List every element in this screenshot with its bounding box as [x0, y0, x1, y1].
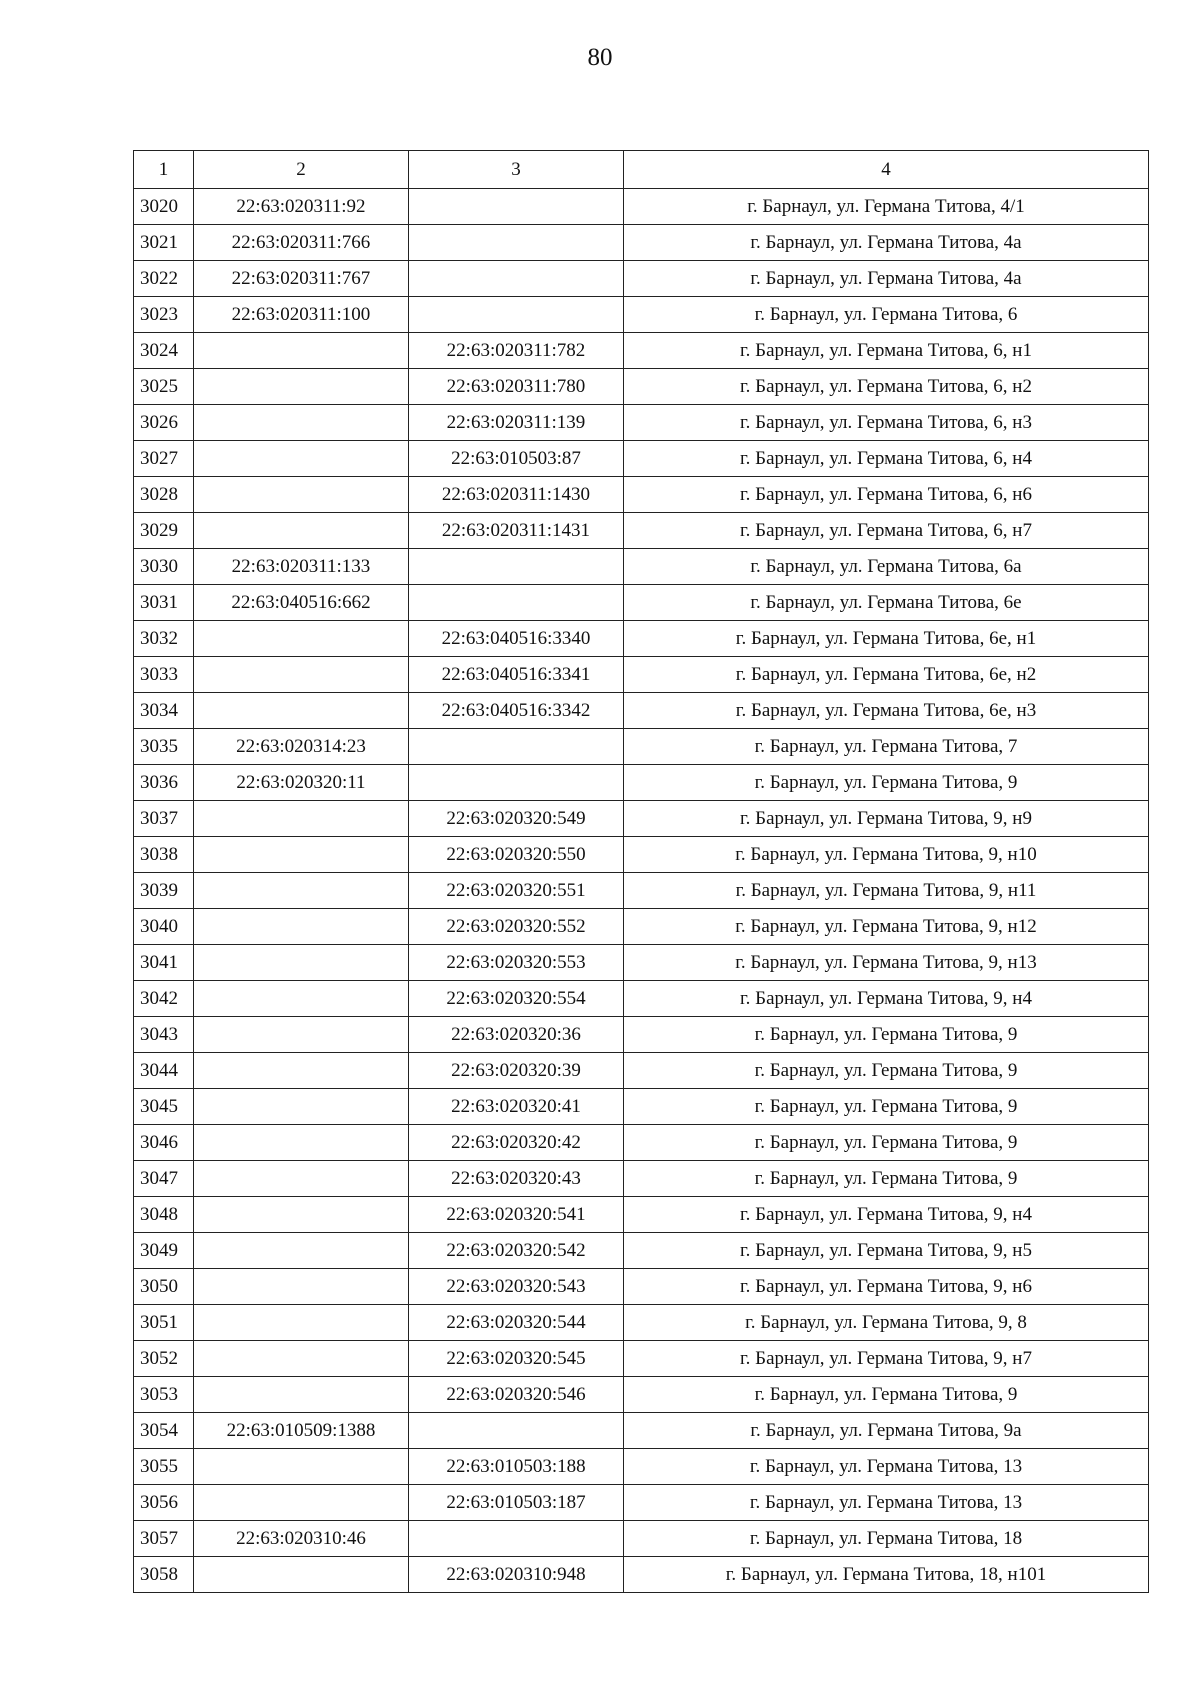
- parcel-number-cell: [194, 1233, 409, 1269]
- row-number-cell: 3039: [134, 873, 194, 909]
- table-row: [134, 693, 1149, 729]
- building-number-cell: 22:63:020320:544: [409, 1305, 624, 1341]
- parcel-number-cell: 22:63:020320:11: [194, 765, 409, 801]
- address-cell: г. Барнаул, ул. Германа Титова, 9, н13: [624, 945, 1149, 981]
- row-number-cell: 3032: [134, 621, 194, 657]
- row-number-cell: 3031: [134, 585, 194, 621]
- row-number-cell: 3029: [134, 513, 194, 549]
- parcel-number-cell: [194, 1449, 409, 1485]
- row-number-cell: 3034: [134, 693, 194, 729]
- parcel-number-cell: 22:63:020310:46: [194, 1521, 409, 1557]
- address-cell: г. Барнаул, ул. Германа Титова, 9: [624, 1089, 1149, 1125]
- building-number-cell: [409, 225, 624, 261]
- table-row: [134, 1125, 1149, 1161]
- address-cell: г. Барнаул, ул. Германа Титова, 9, н6: [624, 1269, 1149, 1305]
- building-number-cell: [409, 549, 624, 585]
- building-number-cell: 22:63:040516:3342: [409, 693, 624, 729]
- table-row: [134, 621, 1149, 657]
- address-cell: г. Барнаул, ул. Германа Титова, 6, н3: [624, 405, 1149, 441]
- parcel-number-cell: [194, 1269, 409, 1305]
- parcel-number-cell: [194, 477, 409, 513]
- row-number-cell: 3021: [134, 225, 194, 261]
- table-row: [134, 261, 1149, 297]
- building-number-cell: 22:63:020320:36: [409, 1017, 624, 1053]
- row-number-cell: 3054: [134, 1413, 194, 1449]
- building-number-cell: 22:63:040516:3340: [409, 621, 624, 657]
- parcel-number-cell: [194, 1125, 409, 1161]
- address-cell: г. Барнаул, ул. Германа Титова, 9: [624, 1377, 1149, 1413]
- parcel-number-cell: 22:63:020311:100: [194, 297, 409, 333]
- parcel-number-cell: [194, 1377, 409, 1413]
- table-row: [134, 1017, 1149, 1053]
- building-number-cell: 22:63:020310:948: [409, 1557, 624, 1593]
- parcel-number-cell: [194, 909, 409, 945]
- row-number-cell: 3037: [134, 801, 194, 837]
- building-number-cell: [409, 585, 624, 621]
- building-number-cell: [409, 189, 624, 225]
- row-number-cell: 3026: [134, 405, 194, 441]
- parcel-number-cell: [194, 1017, 409, 1053]
- address-cell: г. Барнаул, ул. Германа Титова, 9, н11: [624, 873, 1149, 909]
- parcel-number-cell: [194, 981, 409, 1017]
- page-number: 80: [587, 44, 613, 71]
- building-number-cell: [409, 297, 624, 333]
- address-cell: г. Барнаул, ул. Германа Титова, 9: [624, 1053, 1149, 1089]
- table-row: [134, 189, 1149, 225]
- row-number-cell: 3035: [134, 729, 194, 765]
- address-cell: г. Барнаул, ул. Германа Титова, 9, н4: [624, 1197, 1149, 1233]
- address-cell: г. Барнаул, ул. Германа Титова, 6, н6: [624, 477, 1149, 513]
- building-number-cell: [409, 765, 624, 801]
- row-number-cell: 3025: [134, 369, 194, 405]
- address-cell: г. Барнаул, ул. Германа Титова, 18: [624, 1521, 1149, 1557]
- column-header: 1: [134, 151, 194, 189]
- table-row: [134, 549, 1149, 585]
- row-number-cell: 3038: [134, 837, 194, 873]
- row-number-cell: 3055: [134, 1449, 194, 1485]
- table-row: [134, 1161, 1149, 1197]
- column-header: 3: [409, 151, 624, 189]
- parcel-number-cell: [194, 1053, 409, 1089]
- table-row: [134, 873, 1149, 909]
- address-cell: г. Барнаул, ул. Германа Титова, 6а: [624, 549, 1149, 585]
- table-row: [134, 297, 1149, 333]
- building-number-cell: 22:63:020311:1431: [409, 513, 624, 549]
- address-cell: г. Барнаул, ул. Германа Титова, 6е, н3: [624, 693, 1149, 729]
- parcel-number-cell: [194, 1485, 409, 1521]
- row-number-cell: 3048: [134, 1197, 194, 1233]
- address-cell: г. Барнаул, ул. Германа Титова, 9: [624, 765, 1149, 801]
- address-cell: г. Барнаул, ул. Германа Титова, 4а: [624, 225, 1149, 261]
- table-row: [134, 441, 1149, 477]
- row-number-cell: 3030: [134, 549, 194, 585]
- table-row: [134, 1053, 1149, 1089]
- table-row: [134, 1233, 1149, 1269]
- building-number-cell: 22:63:020320:552: [409, 909, 624, 945]
- table-row: [134, 981, 1149, 1017]
- parcel-number-cell: [194, 1341, 409, 1377]
- building-number-cell: [409, 1413, 624, 1449]
- building-number-cell: 22:63:020311:780: [409, 369, 624, 405]
- building-number-cell: 22:63:020320:541: [409, 1197, 624, 1233]
- building-number-cell: 22:63:020320:41: [409, 1089, 624, 1125]
- building-number-cell: 22:63:020320:554: [409, 981, 624, 1017]
- building-number-cell: [409, 1521, 624, 1557]
- table-row: [134, 405, 1149, 441]
- parcel-number-cell: 22:63:020311:133: [194, 549, 409, 585]
- column-header: 4: [624, 151, 1149, 189]
- parcel-number-cell: [194, 801, 409, 837]
- row-number-cell: 3022: [134, 261, 194, 297]
- parcel-number-cell: [194, 369, 409, 405]
- row-number-cell: 3024: [134, 333, 194, 369]
- building-number-cell: 22:63:020320:543: [409, 1269, 624, 1305]
- parcel-number-cell: [194, 441, 409, 477]
- table-row: [134, 477, 1149, 513]
- address-cell: г. Барнаул, ул. Германа Титова, 7: [624, 729, 1149, 765]
- row-number-cell: 3045: [134, 1089, 194, 1125]
- row-number-cell: 3042: [134, 981, 194, 1017]
- row-number-cell: 3056: [134, 1485, 194, 1521]
- address-cell: г. Барнаул, ул. Германа Титова, 6е: [624, 585, 1149, 621]
- table-body: [134, 189, 1149, 1593]
- address-cell: г. Барнаул, ул. Германа Титова, 9: [624, 1161, 1149, 1197]
- building-number-cell: 22:63:020320:549: [409, 801, 624, 837]
- address-cell: г. Барнаул, ул. Германа Титова, 6, н1: [624, 333, 1149, 369]
- parcel-number-cell: [194, 1197, 409, 1233]
- column-header: 2: [194, 151, 409, 189]
- row-number-cell: 3058: [134, 1557, 194, 1593]
- building-number-cell: 22:63:020320:551: [409, 873, 624, 909]
- row-number-cell: 3053: [134, 1377, 194, 1413]
- row-number-cell: 3049: [134, 1233, 194, 1269]
- row-number-cell: 3043: [134, 1017, 194, 1053]
- building-number-cell: 22:63:010503:187: [409, 1485, 624, 1521]
- parcel-number-cell: 22:63:020311:766: [194, 225, 409, 261]
- parcel-number-cell: 22:63:010509:1388: [194, 1413, 409, 1449]
- parcel-number-cell: [194, 657, 409, 693]
- address-cell: г. Барнаул, ул. Германа Титова, 9, 8: [624, 1305, 1149, 1341]
- table-row: [134, 1341, 1149, 1377]
- parcel-number-cell: [194, 513, 409, 549]
- row-number-cell: 3052: [134, 1341, 194, 1377]
- address-cell: г. Барнаул, ул. Германа Титова, 9, н9: [624, 801, 1149, 837]
- parcel-number-cell: [194, 621, 409, 657]
- address-cell: г. Барнаул, ул. Германа Титова, 6, н4: [624, 441, 1149, 477]
- table-row: [134, 1269, 1149, 1305]
- parcel-number-cell: [194, 1089, 409, 1125]
- parcel-number-cell: [194, 693, 409, 729]
- parcel-number-cell: [194, 405, 409, 441]
- parcel-number-cell: [194, 1161, 409, 1197]
- address-cell: г. Барнаул, ул. Германа Титова, 13: [624, 1485, 1149, 1521]
- parcel-number-cell: [194, 945, 409, 981]
- address-cell: г. Барнаул, ул. Германа Титова, 6, н7: [624, 513, 1149, 549]
- table-row: [134, 1485, 1149, 1521]
- table-row: [134, 657, 1149, 693]
- row-number-cell: 3051: [134, 1305, 194, 1341]
- address-cell: г. Барнаул, ул. Германа Титова, 9, н4: [624, 981, 1149, 1017]
- table-row: [134, 513, 1149, 549]
- table-row: [134, 1377, 1149, 1413]
- address-cell: г. Барнаул, ул. Германа Титова, 6е, н2: [624, 657, 1149, 693]
- address-cell: г. Барнаул, ул. Германа Титова, 4а: [624, 261, 1149, 297]
- parcel-number-cell: [194, 1305, 409, 1341]
- address-cell: г. Барнаул, ул. Германа Титова, 9, н10: [624, 837, 1149, 873]
- parcel-number-cell: [194, 333, 409, 369]
- register-table: [133, 150, 1149, 1593]
- address-cell: г. Барнаул, ул. Германа Титова, 6, н2: [624, 369, 1149, 405]
- building-number-cell: 22:63:020320:546: [409, 1377, 624, 1413]
- address-cell: г. Барнаул, ул. Германа Титова, 6: [624, 297, 1149, 333]
- parcel-number-cell: [194, 1557, 409, 1593]
- building-number-cell: 22:63:020311:782: [409, 333, 624, 369]
- address-cell: г. Барнаул, ул. Германа Титова, 9: [624, 1017, 1149, 1053]
- table-row: [134, 801, 1149, 837]
- address-cell: г. Барнаул, ул. Германа Титова, 9а: [624, 1413, 1149, 1449]
- row-number-cell: 3041: [134, 945, 194, 981]
- table-row: [134, 1089, 1149, 1125]
- address-cell: г. Барнаул, ул. Германа Титова, 13: [624, 1449, 1149, 1485]
- building-number-cell: 22:63:020311:139: [409, 405, 624, 441]
- row-number-cell: 3050: [134, 1269, 194, 1305]
- building-number-cell: [409, 729, 624, 765]
- row-number-cell: 3023: [134, 297, 194, 333]
- building-number-cell: 22:63:020320:42: [409, 1125, 624, 1161]
- row-number-cell: 3027: [134, 441, 194, 477]
- address-cell: г. Барнаул, ул. Германа Титова, 18, н101: [624, 1557, 1149, 1593]
- building-number-cell: 22:63:020311:1430: [409, 477, 624, 513]
- table-row: [134, 225, 1149, 261]
- table-row: [134, 1521, 1149, 1557]
- address-cell: г. Барнаул, ул. Германа Титова, 9: [624, 1125, 1149, 1161]
- row-number-cell: 3046: [134, 1125, 194, 1161]
- building-number-cell: 22:63:040516:3341: [409, 657, 624, 693]
- parcel-number-cell: 22:63:020311:767: [194, 261, 409, 297]
- table-row: [134, 837, 1149, 873]
- table-row: [134, 909, 1149, 945]
- row-number-cell: 3036: [134, 765, 194, 801]
- building-number-cell: 22:63:020320:545: [409, 1341, 624, 1377]
- building-number-cell: 22:63:020320:550: [409, 837, 624, 873]
- row-number-cell: 3028: [134, 477, 194, 513]
- address-cell: г. Барнаул, ул. Германа Титова, 9, н5: [624, 1233, 1149, 1269]
- building-number-cell: 22:63:020320:542: [409, 1233, 624, 1269]
- building-number-cell: [409, 261, 624, 297]
- table-row: [134, 1557, 1149, 1593]
- building-number-cell: 22:63:010503:87: [409, 441, 624, 477]
- table-row: [134, 333, 1149, 369]
- row-number-cell: 3044: [134, 1053, 194, 1089]
- building-number-cell: 22:63:020320:553: [409, 945, 624, 981]
- row-number-cell: 3020: [134, 189, 194, 225]
- table-row: [134, 585, 1149, 621]
- table-row: [134, 729, 1149, 765]
- building-number-cell: 22:63:010503:188: [409, 1449, 624, 1485]
- parcel-number-cell: [194, 873, 409, 909]
- row-number-cell: 3047: [134, 1161, 194, 1197]
- table-row: [134, 1305, 1149, 1341]
- address-cell: г. Барнаул, ул. Германа Титова, 9, н7: [624, 1341, 1149, 1377]
- table-row: [134, 765, 1149, 801]
- header-row: [134, 151, 1149, 189]
- table-row: [134, 1449, 1149, 1485]
- parcel-number-cell: 22:63:020314:23: [194, 729, 409, 765]
- building-number-cell: 22:63:020320:39: [409, 1053, 624, 1089]
- address-cell: г. Барнаул, ул. Германа Титова, 9, н12: [624, 909, 1149, 945]
- table-row: [134, 945, 1149, 981]
- table-row: [134, 369, 1149, 405]
- address-cell: г. Барнаул, ул. Германа Титова, 6е, н1: [624, 621, 1149, 657]
- parcel-number-cell: [194, 837, 409, 873]
- row-number-cell: 3040: [134, 909, 194, 945]
- building-number-cell: 22:63:020320:43: [409, 1161, 624, 1197]
- parcel-number-cell: 22:63:020311:92: [194, 189, 409, 225]
- parcel-number-cell: 22:63:040516:662: [194, 585, 409, 621]
- row-number-cell: 3057: [134, 1521, 194, 1557]
- table-row: [134, 1413, 1149, 1449]
- row-number-cell: 3033: [134, 657, 194, 693]
- address-cell: г. Барнаул, ул. Германа Титова, 4/1: [624, 189, 1149, 225]
- table-row: [134, 1197, 1149, 1233]
